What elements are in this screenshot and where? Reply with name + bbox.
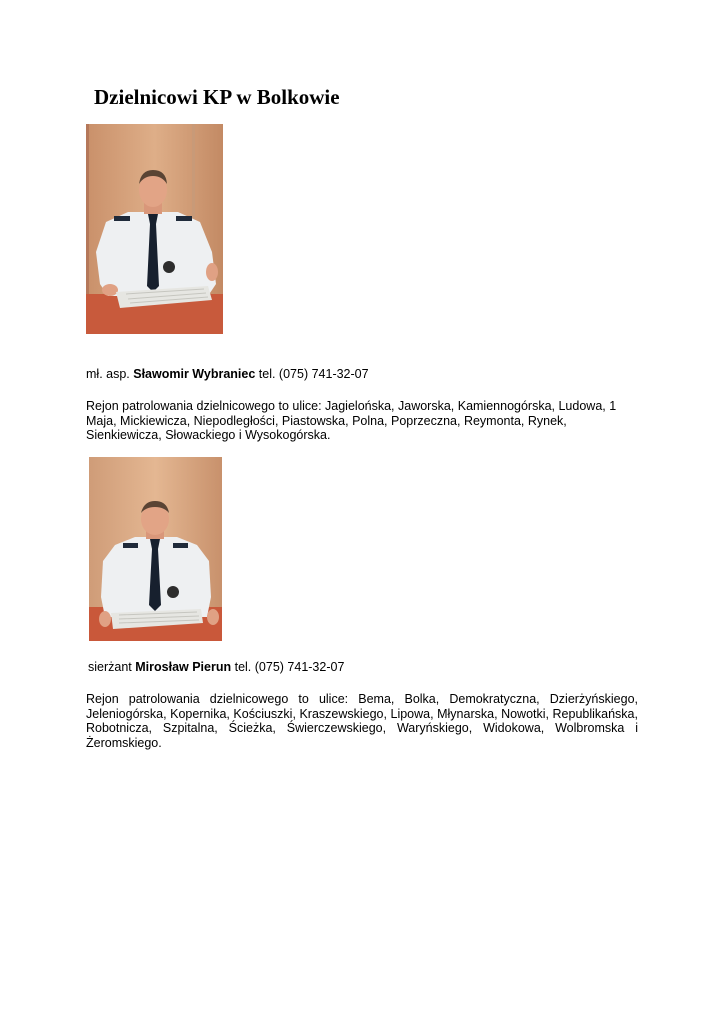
officer-rank: sierżant (88, 660, 132, 674)
officer-photo-2 (89, 457, 222, 641)
patrol-area-paragraph: Rejon patrolowania dzielnicowego to ulice: Jagielońska, Jaworska, Kamiennogórska, Ludowa, 1 Maja, Mickiewicza, Niepodległości, Piastowska, Polna, Poprzeczna, Reymonta, Rynek, Sienkiewicza, Słowackiego i Wysokogórska. (86, 399, 617, 442)
page-title: Dzielnicowi KP w Bolkowie (94, 85, 340, 109)
officer-phone: tel. (075) 741-32-07 (258, 367, 369, 381)
officer-phone: tel. (075) 741-32-07 (234, 660, 345, 674)
officer-photo-1 (86, 124, 223, 334)
officer-line-2 (88, 660, 344, 675)
officer-name: Mirosław Pierun (135, 660, 232, 674)
patrol-area-paragraph: Rejon patrolowania dzielnicowego to ulice: Bema, Bolka, Demokratyczna, Dzierżyńskiego, Jeleniogórska, Kopernika, Kościuszki, Kraszewskiego, Lipowa, Młynarska, Nowotki, Republikańska, Robotnicza, Szpitalna, Ścieżka, Świerczewskiego, Waryńskiego, Widokowa, Wolbromska i Żeromskiego. (86, 692, 638, 750)
officer-name: Sławomir Wybraniec (133, 367, 256, 381)
officer-line-1 (86, 367, 369, 382)
officer-rank: mł. asp. (86, 367, 130, 381)
